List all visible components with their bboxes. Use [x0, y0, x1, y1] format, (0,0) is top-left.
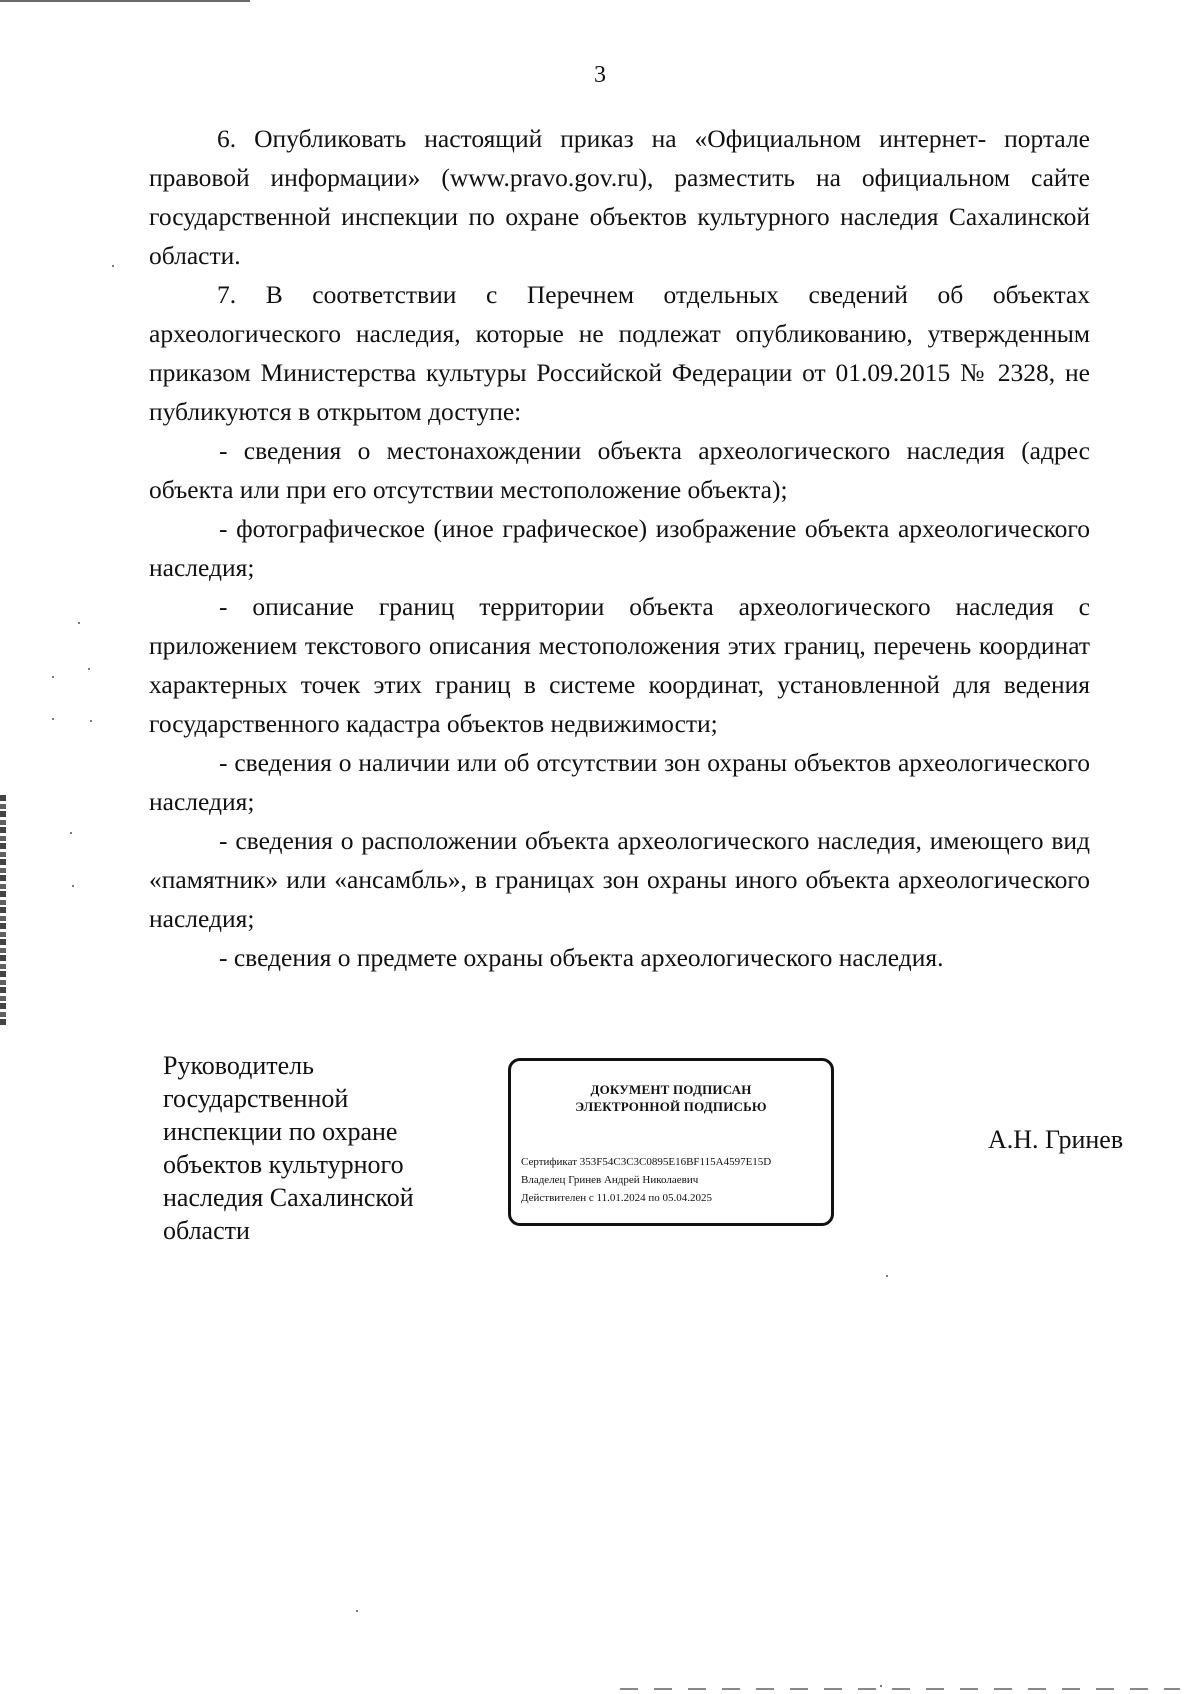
- signatory-position: [163, 1049, 463, 1247]
- position-line: области: [163, 1216, 250, 1245]
- stamp-details: [521, 1153, 827, 1207]
- position-line: инспекции по охране: [163, 1117, 398, 1146]
- page-number: 3: [594, 62, 606, 88]
- scan-edge-artifact-top: [0, 0, 250, 2]
- list-item: - сведения о наличии или об отсутствии зон охраны объектов археологического наследия;: [149, 748, 1090, 816]
- paragraph-restrictions-intro: 7. В соответствии с Перечнем отдельных сведений об объектах археологического наследия, которые не подлежат опубликованию, утвержденным приказом Министерства культуры Российской Федерации от 01.09.2015 № 2328, не публикуются в открытом доступе:: [149, 280, 1090, 426]
- stamp-certificate: Сертификат 353F54C3C3C0895E16BF115A4597E15D: [521, 1156, 772, 1168]
- scan-speck: [78, 622, 80, 624]
- scan-speck: [70, 832, 72, 834]
- list-item: - описание границ территории объекта археологического наследия с приложением текстового описания местоположения этих границ, перечень координат характерных точек этих границ в системе координат, установленной для ведения государственного кадастра объектов недвижимости;: [149, 592, 1090, 738]
- stamp-owner: Владелец Гринев Андрей Николаевич: [521, 1174, 699, 1186]
- document-body: [149, 119, 1090, 977]
- scan-speck: [72, 885, 74, 887]
- electronic-signature-stamp: [508, 1058, 834, 1226]
- scan-edge-artifact-bottom: [620, 1688, 1180, 1690]
- list-item: - фотографическое (иное графическое) изображение объекта археологического наследия;: [149, 514, 1090, 582]
- paragraph-publication: 6. Опубликовать настоящий приказ на «Официальном интернет- портале правовой информации» (www.pravo.gov.ru), разместить на официальном сайте государственной инспекции по охране объектов культурного наследия Сахалинской области.: [149, 124, 1090, 270]
- scan-speck: [356, 1610, 358, 1612]
- scan-speck: [880, 1685, 882, 1687]
- list-item: - сведения о местонахождении объекта археологического наследия (адрес объекта или при его отсутствии местоположение объекта);: [149, 436, 1090, 504]
- signer-name: А.Н. Гринев: [988, 1125, 1124, 1154]
- position-line: наследия Сахалинской: [163, 1183, 414, 1212]
- position-line: объектов культурного: [163, 1150, 404, 1179]
- scan-speck: [112, 265, 114, 267]
- list-item: - сведения о предмете охраны объекта археологического наследия.: [219, 943, 944, 972]
- stamp-title: [511, 1081, 831, 1115]
- scan-speck: [52, 676, 54, 678]
- scan-edge-artifact-left: [0, 795, 6, 1025]
- list-item: - сведения о расположении объекта археологического наследия, имеющего вид «памятник» или «ансамбль», в границах зон охраны иного объекта археологического наследия;: [149, 826, 1090, 933]
- scan-speck: [88, 668, 90, 670]
- scan-speck: [886, 1275, 888, 1277]
- scan-speck: [90, 720, 92, 722]
- position-line: Руководитель: [163, 1051, 314, 1080]
- scan-speck: [52, 718, 54, 720]
- stamp-title-line: ЭЛЕКТРОННОЙ ПОДПИСЬЮ: [575, 1099, 767, 1114]
- stamp-validity: Действителен с 11.01.2024 по 05.04.2025: [521, 1192, 712, 1204]
- stamp-title-line: ДОКУМЕНТ ПОДПИСАН: [590, 1082, 752, 1097]
- position-line: государственной: [163, 1084, 349, 1113]
